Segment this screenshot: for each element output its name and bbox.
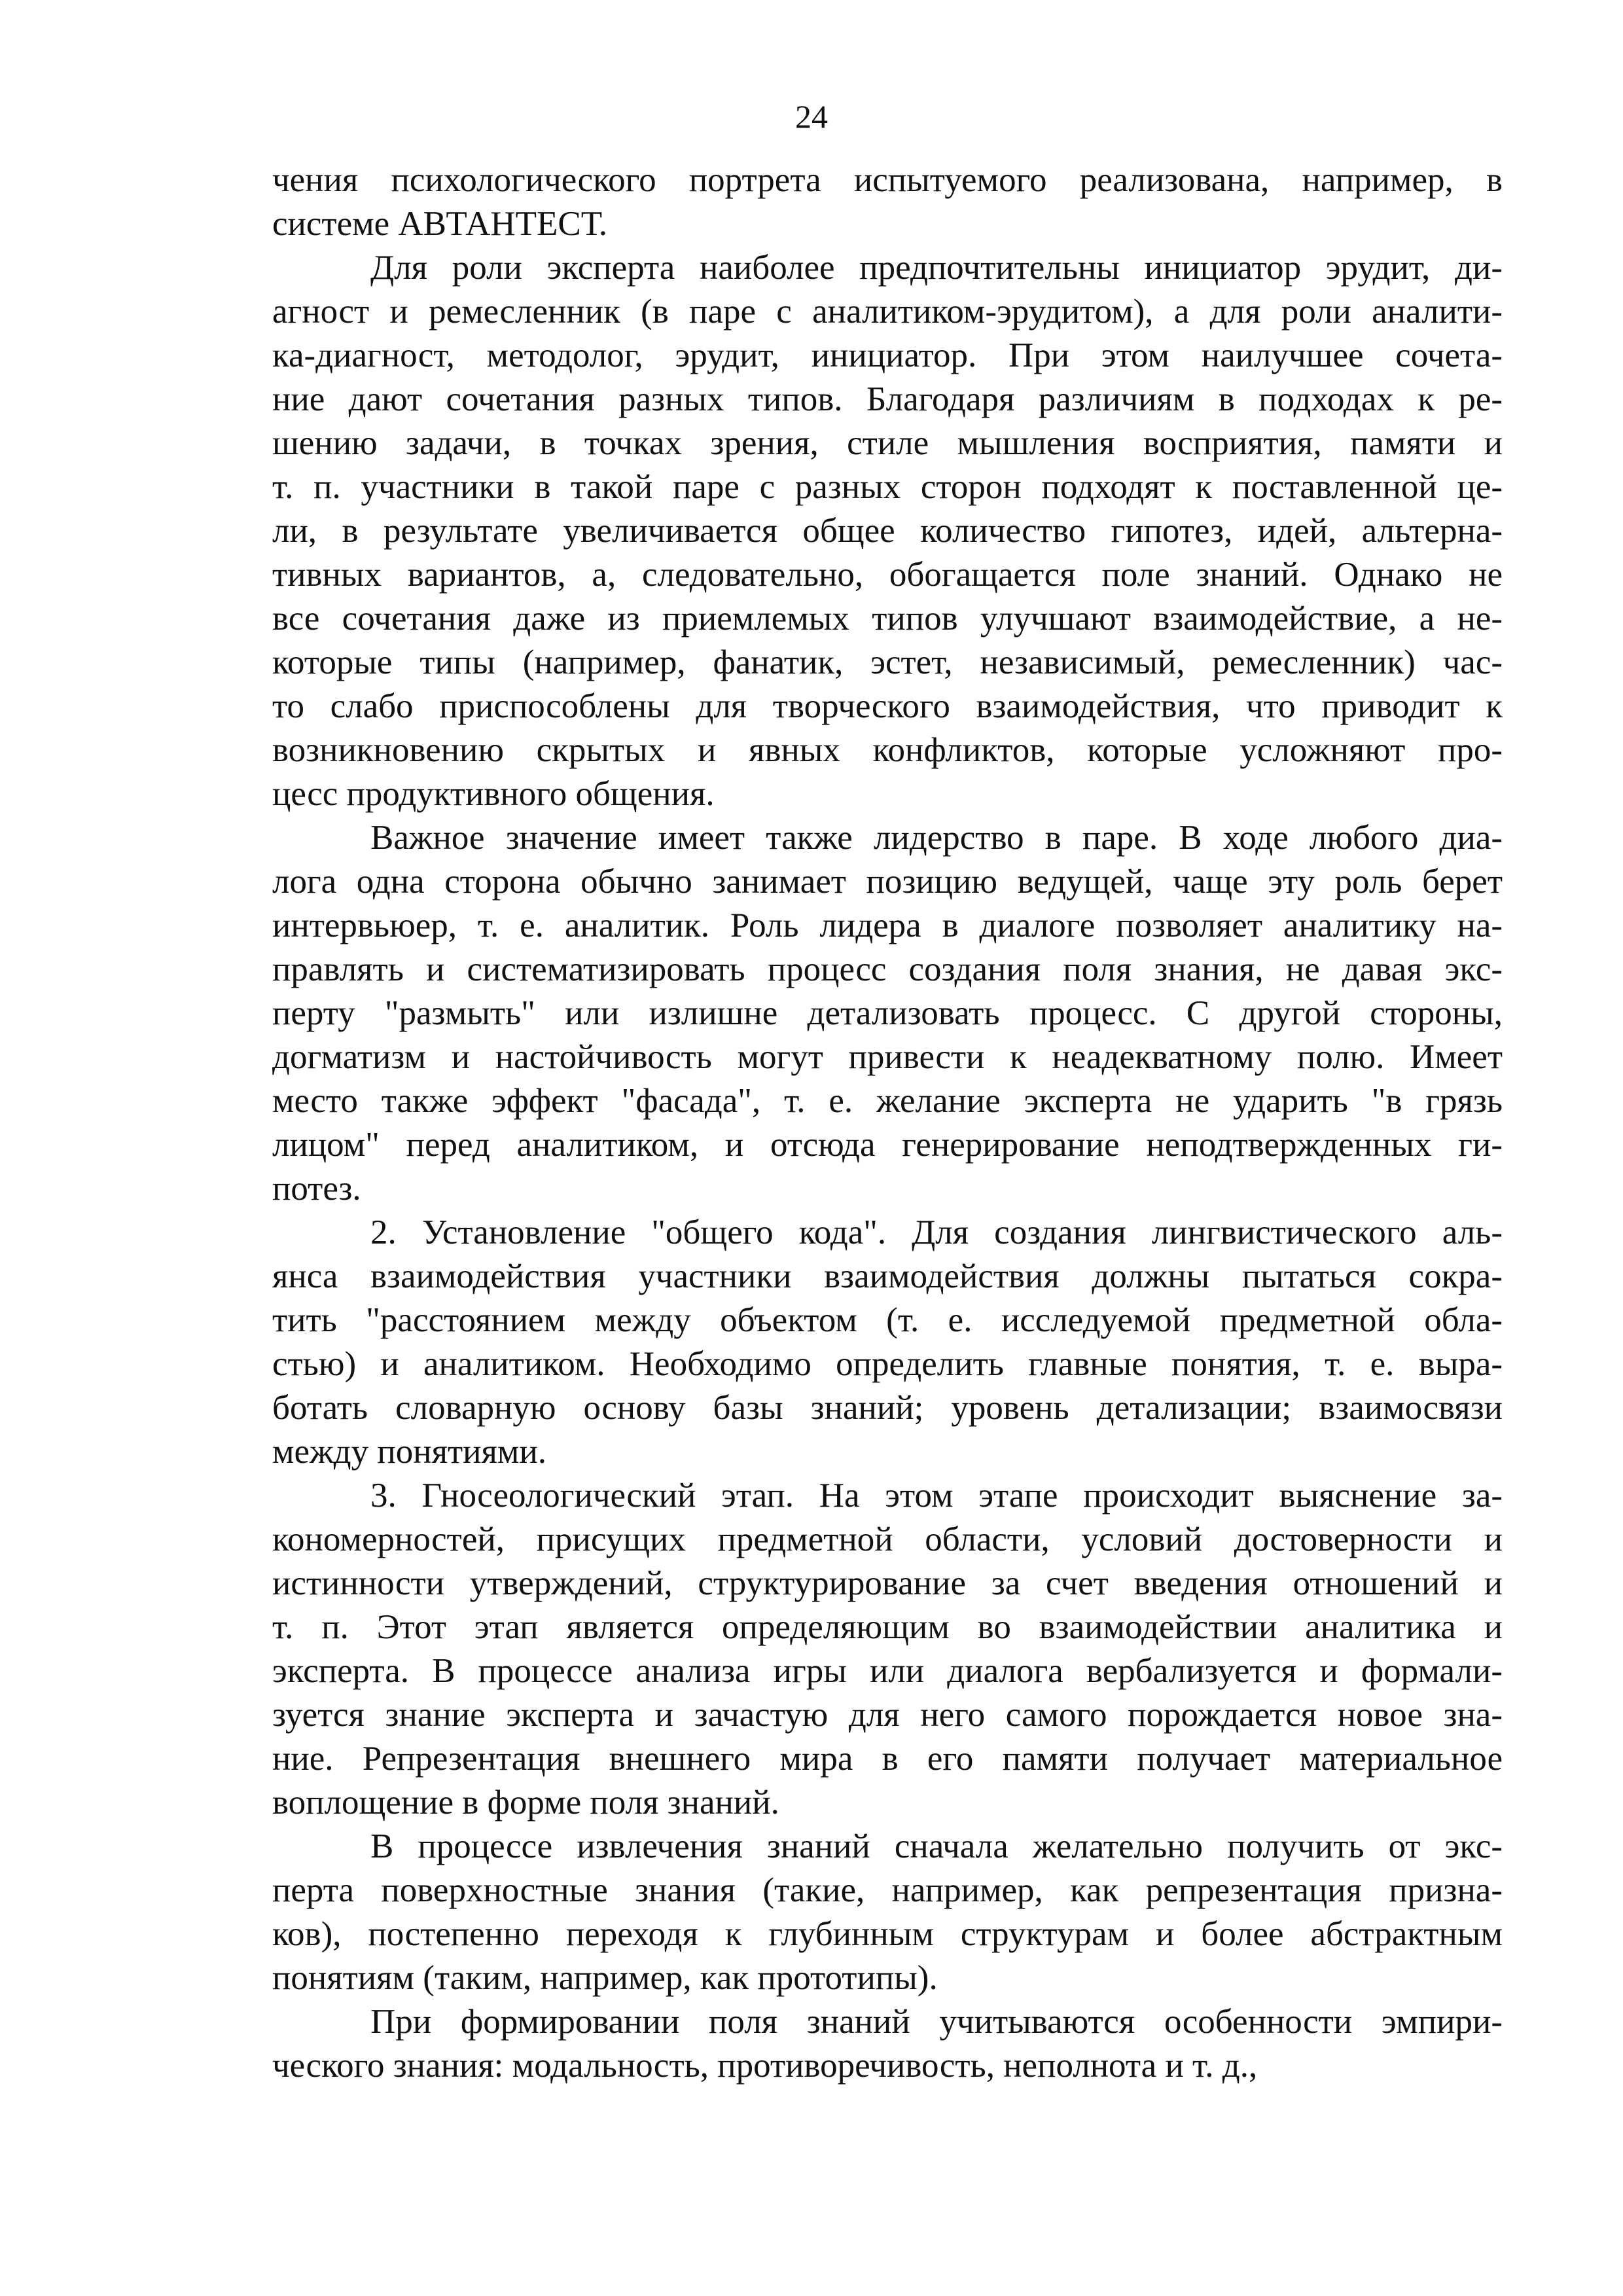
text-line: догматизм и настойчивость могут привести к неадекватному полю. Имеет [272,1038,1503,1076]
text-line: ние. Репрезентация внешнего мира в его памяти получает материальное [272,1740,1503,1778]
text-line: ботать словарную основу базы знаний; уровень детализации; взаимосвязи [272,1389,1503,1427]
text-line: т. п. Этот этап является определяющим во взаимодействии аналитика и [272,1608,1503,1646]
text-line: шению задачи, в точках зрения, стиле мышления восприятия, памяти и [272,424,1503,462]
text-line: стью) и аналитиком. Необходимо определить главные понятия, т. е. выра- [272,1345,1503,1383]
text-line: Для роли эксперта наиболее предпочтительны инициатор эрудит, ди- [370,249,1503,287]
text-line: перта поверхностные знания (такие, например, как репрезентация призна- [272,1871,1503,1909]
text-line: ков), постепенно переходя к глубинным структурам и более абстрактным [272,1915,1503,1953]
text-line: интервьюер, т. е. аналитик. Роль лидера в диалоге позволяет аналитику на- [272,906,1503,944]
text-line: кономерностей, присущих предметной области, условий достоверности и [272,1520,1503,1558]
text-line: янса взаимодействия участники взаимодействия должны пытаться сокра- [272,1257,1503,1295]
text-line: которые типы (например, фанатик, эстет, независимый, ремесленник) час- [272,643,1503,681]
text-line: Важное значение имеет также лидерство в паре. В ходе любого диа- [370,819,1503,857]
text-line: место также эффект "фасада", т. е. желание эксперта не ударить "в грязь [272,1082,1503,1120]
text-line: тить "расстоянием между объектом (т. е. исследуемой предметной обла- [272,1301,1503,1339]
text-line: между понятиями. [272,1433,547,1471]
text-line: ли, в результате увеличивается общее количество гипотез, идей, альтерна- [272,512,1503,550]
text-line: все сочетания даже из приемлемых типов улучшают взаимодействие, а не- [272,600,1503,637]
text-line: понятиям (таким, например, как прототипы). [272,1959,938,1997]
text-line: потез. [272,1170,361,1208]
text-line: цесс продуктивного общения. [272,775,715,813]
text-line: В процессе извлечения знаний сначала желательно получить от экс- [370,1827,1503,1865]
text-line: тивных вариантов, а, следовательно, обогащается поле знаний. Однако не [272,556,1503,594]
text-line: правлять и систематизировать процесс создания поля знания, не давая экс- [272,950,1503,988]
text-line: ка-диагност, методолог, эрудит, инициатор. При этом наилучшее сочета- [272,336,1503,374]
text-line: системе АВТАНТЕСТ. [272,205,608,243]
body-text [272,158,1503,2088]
text-line: 3. Гносеологический этап. На этом этапе происходит выяснение за- [370,1477,1503,1515]
text-line: чения психологического портрета испытуемого реализована, например, в [272,161,1503,199]
text-line: эксперта. В процессе анализа игры или диалога вербализуется и формали- [272,1652,1503,1690]
text-line: При формировании поля знаний учитываются особенности эмпири- [370,2003,1503,2041]
text-line: воплощение в форме поля знаний. [272,1784,779,1821]
text-line: лицом" перед аналитиком, и отсюда генерирование неподтвержденных ги- [272,1126,1503,1164]
text-line: ческого знания: модальность, противоречивость, неполнота и т. д., [272,2047,1258,2085]
text-line: лога одна сторона обычно занимает позицию ведущей, чаще эту роль берет [272,863,1503,901]
text-line: зуется знание эксперта и зачастую для него самого порождается новое зна- [272,1696,1503,1734]
text-line: истинности утверждений, структурирование за счет введения отношений и [272,1564,1503,1602]
text-line: 2. Установление "общего кода". Для создания лингвистического аль- [370,1213,1503,1251]
text-line: т. п. участники в такой паре с разных сторон подходят к поставленной це- [272,468,1503,506]
text-line: перту "размыть" или излишне детализовать процесс. С другой стороны, [272,994,1503,1032]
text-line: ние дают сочетания разных типов. Благодаря различиям в подходах к ре- [272,380,1503,418]
text-line: то слабо приспособлены для творческого взаимодействия, что приводит к [272,687,1503,725]
page-number: 24 [795,98,828,135]
text-line: возникновению скрытых и явных конфликтов, которые усложняют про- [272,731,1503,769]
text-line: агност и ремесленник (в паре с аналитиком-эрудитом), а для роли аналити- [272,293,1503,331]
